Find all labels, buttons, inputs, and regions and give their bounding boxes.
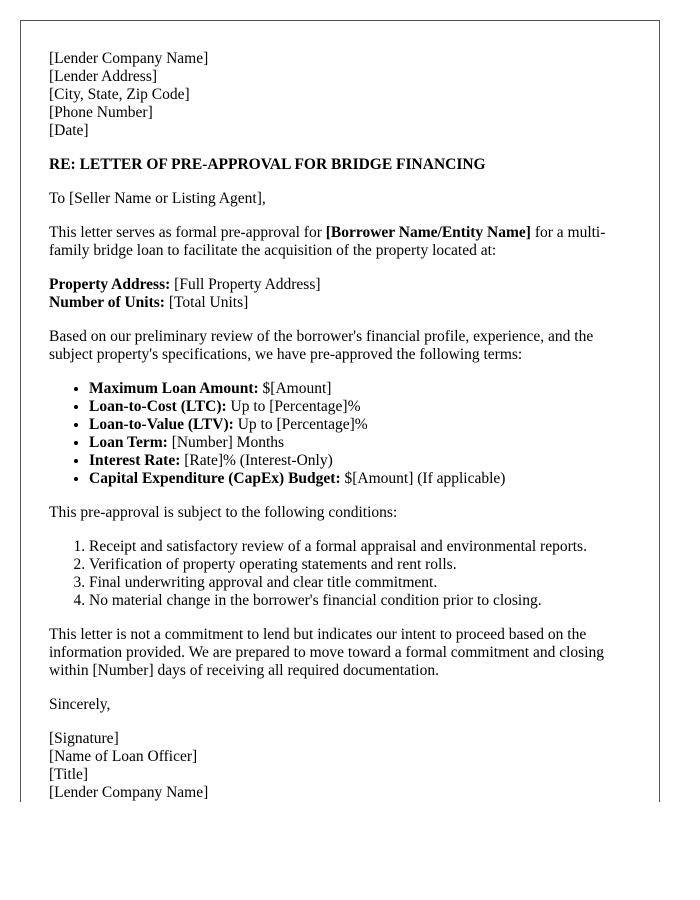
number-of-units-label: Number of Units:	[49, 294, 165, 311]
terms-list	[49, 380, 631, 488]
condition-item: 2. Verification of property operating statements and rent rolls.	[89, 556, 631, 574]
property-address-line	[49, 276, 631, 294]
condition-item: 3. Final underwriting approval and clear title commitment.	[89, 574, 631, 592]
term-label: Maximum Loan Amount:	[89, 380, 259, 397]
closing-paragraph: This letter is not a commitment to lend but indicates our intent to proceed based on the information provided. We are prepared to move toward a formal commitment and closing within [Number] days of receiving all required documentation.	[49, 626, 605, 679]
letter-page	[20, 20, 660, 802]
number-of-units-value: [Total Units]	[164, 294, 249, 311]
intro-paragraph	[49, 224, 631, 260]
term-item	[89, 380, 631, 398]
borrower-name: [Borrower Name/Entity Name]	[325, 224, 531, 241]
letter-date: [Date]	[49, 122, 89, 139]
lender-header	[49, 50, 631, 140]
term-label: Loan Term:	[89, 434, 168, 451]
term-value: Up to [Percentage]%	[233, 416, 368, 433]
term-item	[89, 470, 631, 488]
term-item	[89, 416, 631, 434]
number-of-units-line	[49, 294, 631, 312]
term-value: [Rate]% (Interest-Only)	[180, 452, 333, 469]
loan-officer-title: [Title]	[49, 766, 89, 783]
intro-text-after: for a multi-family bridge loan to facilitate the acquisition of the property located at:	[49, 224, 606, 259]
conditions-list	[49, 538, 631, 610]
property-details	[49, 276, 631, 312]
property-address-label: Property Address:	[49, 276, 171, 293]
signature-placeholder: [Signature]	[49, 730, 119, 747]
sign-off: Sincerely,	[49, 696, 111, 713]
subject-line: RE: LETTER OF PRE-APPROVAL FOR BRIDGE FINANCING	[49, 156, 486, 173]
signature-block	[49, 730, 631, 802]
term-item	[89, 398, 631, 416]
lender-company-name: [Lender Company Name]	[49, 50, 209, 67]
property-address-value: [Full Property Address]	[170, 276, 321, 293]
lender-phone: [Phone Number]	[49, 104, 153, 121]
term-item	[89, 434, 631, 452]
term-label: Loan-to-Cost (LTC):	[89, 398, 227, 415]
term-label: Loan-to-Value (LTV):	[89, 416, 234, 433]
term-label: Interest Rate:	[89, 452, 181, 469]
term-value: $[Amount]	[258, 380, 332, 397]
loan-officer-name: [Name of Loan Officer]	[49, 748, 198, 765]
conditions-intro: This pre-approval is subject to the following conditions:	[49, 504, 398, 521]
condition-item: 4. No material change in the borrower's financial condition prior to closing.	[89, 592, 631, 610]
lender-city-state-zip: [City, State, Zip Code]	[49, 86, 190, 103]
term-value: $[Amount] (If applicable)	[340, 470, 506, 487]
term-value: Up to [Percentage]%	[226, 398, 361, 415]
signature-company-name: [Lender Company Name]	[49, 784, 209, 801]
salutation: To [Seller Name or Listing Agent],	[49, 190, 266, 207]
terms-intro: Based on our preliminary review of the borrower's financial profile, experience, and the subject property's specifications, we have pre-approved the following terms:	[49, 328, 594, 363]
term-label: Capital Expenditure (CapEx) Budget:	[89, 470, 341, 487]
term-value: [Number] Months	[167, 434, 285, 451]
intro-text-before: This letter serves as formal pre-approval for	[49, 224, 326, 241]
condition-item: 1. Receipt and satisfactory review of a formal appraisal and environmental reports.	[89, 538, 631, 556]
term-item	[89, 452, 631, 470]
lender-address: [Lender Address]	[49, 68, 158, 85]
